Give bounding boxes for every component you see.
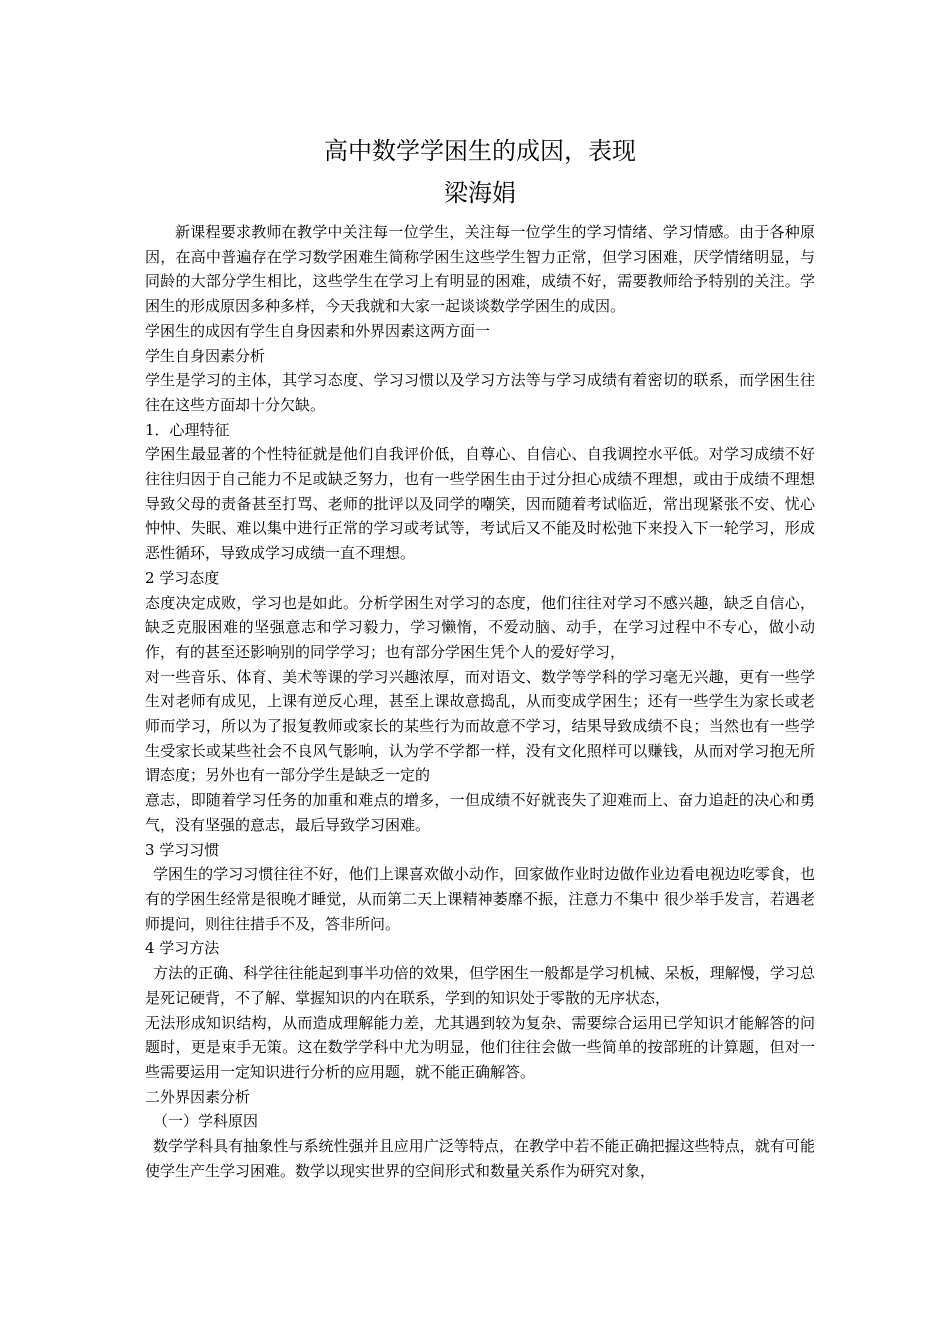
paragraph: 数学学科具有抽象性与系统性强并且应用广泛等特点，在教学中若不能正确把握这些特点，就有可能使学生产生学习困难。数学以现实世界的空间形式和数量关系作为研究对象， <box>145 1137 815 1180</box>
paragraph: 学困生的成因有学生自身因素和外界因素这两方面一 <box>145 321 491 340</box>
document-page <box>145 130 815 1183</box>
section-heading: 学生自身因素分析 <box>145 346 266 365</box>
document-author: 梁海娟 <box>444 179 516 207</box>
intro-paragraph: 新课程要求教师在教学中关注每一位学生，关注每一位学生的学习情绪、学习情感。由于各种原因，在高中普遍存在学习数学困难生简称学困生这些学生智力正常，但学习困难，厌学情绪明显，与同龄的大部分学生相比，这些学生在学习上有明显的困难，成绩不好，需要教师给予特别的关注。学困生的形成原因多种多样，今天我就和大家一起谈谈数学学困生的成因。 <box>145 223 815 316</box>
paragraph: 态度决定成败，学习也是如此。分析学困生对学习的态度，他们往往对学习不感兴趣，缺乏自信心，缺乏克服困难的坚强意志和学习毅力，学习懒惰，不爱动脑、动手，在学习过程中不专心，做小动作，有的甚至还影响别的同学学习；也有部分学困生凭个人的爱好学习， <box>145 593 815 661</box>
paragraph: 学困生最显著的个性特征就是他们自我评价低，自尊心、自信心、自我调控水平低。对学习成绩不好往往归因于自己能力不足或缺乏努力，也有一些学困生由于过分担心成绩不理想，或由于成绩不理想导致父母的责备甚至打骂、老师的批评以及同学的嘲笑，因而随着考试临近，常出现紧张不安、忧心忡忡、失眠、难以集中进行正常的学习或考试等，考试后又不能及时松弛下来投入下一轮学习，形成恶性循环，导致成学习成绩一直不理想。 <box>145 445 815 563</box>
section-heading: 二外界因素分析 <box>145 1087 251 1106</box>
subsection-heading: 3 学习习惯 <box>145 840 220 859</box>
paragraph: 无法形成知识结构，从而造成理解能力差，尤其遇到较为复杂、需要综合运用已学知识才能解答的问题时，更是束手无策。这在数学学科中尤为明显，他们往往会做一些简单的按部班的计算题，但对一些需要运用一定知识进行分析的应用题，就不能正确解答。 <box>145 1013 815 1081</box>
subsection-heading: 1．心理特征 <box>145 420 230 439</box>
document-title: 高中数学学困生的成因，表现 <box>324 137 636 165</box>
subsection-heading: 4 学习方法 <box>145 939 220 958</box>
paragraph: 学困生的学习习惯往往不好，他们上课喜欢做小动作，回家做作业时边做作业边看电视边吃零食，也有的学困生经常是很晚才睡觉，从而第二天上课精神萎靡不振，注意力不集中 很少举手发言，若遇老师提问，则往往措手不及，答非所问。 <box>145 865 815 933</box>
subsection-heading: （一）学科原因 <box>153 1112 259 1131</box>
paragraph: 方法的正确、科学往往能起到事半功倍的效果，但学困生一般都是学习机械、呆板，理解慢，学习总是死记硬背，不了解、掌握知识的内在联系，学到的知识处于零散的无序状态， <box>145 964 815 1007</box>
paragraph: 意志，即随着学习任务的加重和难点的增多，一但成绩不好就丧失了迎难而上、奋力追赶的决心和勇气，没有坚强的意志，最后导致学习困难。 <box>145 791 815 834</box>
paragraph: 学生是学习的主体，其学习态度、学习习惯以及学习方法等与学习成绩有着密切的联系，而学困生往往在这些方面却十分欠缺。 <box>145 371 815 414</box>
paragraph: 对一些音乐、体育、美术等课的学习兴趣浓厚，而对语文、数学等学科的学习毫无兴趣，更有一些学生对老师有成见，上课有逆反心理，甚至上课故意捣乱，从而变成学困生；还有一些学生为家长或老师而学习，所以为了报复教师或家长的某些行为而故意不学习，结果导致成绩不良；当然也有一些学生受家长或某些社会不良风气影响，认为学不学都一样，没有文化照样可以赚钱，从而对学习抱无所谓态度；另外也有一部分学生是缺乏一定的 <box>145 667 815 785</box>
subsection-heading: 2 学习态度 <box>145 568 220 587</box>
